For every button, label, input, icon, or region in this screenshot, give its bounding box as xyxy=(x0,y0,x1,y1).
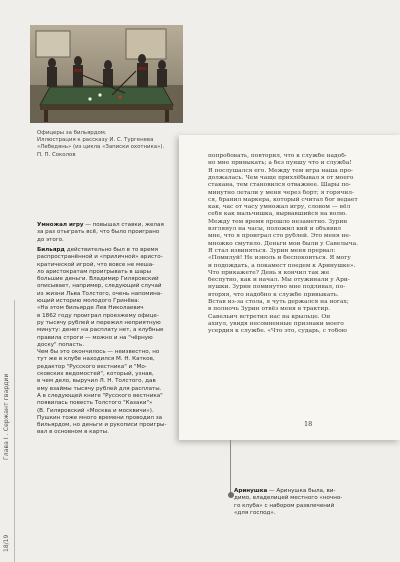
note-text: редактор "Русского вестника" и "Мо- xyxy=(37,363,147,370)
book-line: попробовать, повторил, что к службе надоб- xyxy=(208,153,347,159)
note-text: за раз отыграть всё, что было проиграно xyxy=(37,229,160,236)
pointer-line xyxy=(230,440,231,495)
note-text: «На этом бильярде Лев Николаевич xyxy=(37,305,144,312)
caption-line: П. П. Соколов xyxy=(37,151,76,158)
left-rail xyxy=(0,0,28,562)
note-term: Умножал игру xyxy=(37,222,84,228)
note-text: описывает, например, следующий случай xyxy=(37,283,162,290)
note-text: минуту: денег на расплату нет, а клубные xyxy=(37,327,164,334)
rail-divider xyxy=(14,300,15,562)
book-line: ся, бранил маркера, который считал бог ведает xyxy=(208,196,358,203)
chapter-label-text: Глава I . Сержант гвардии xyxy=(3,373,10,460)
margin-note-arinushka xyxy=(234,488,394,517)
pointer-dot xyxy=(228,492,234,498)
illustration-caption xyxy=(37,130,187,159)
note-text: сковских ведомостей", который, узнав, xyxy=(37,371,154,378)
note-text: го клуба» с набором развлечений xyxy=(234,502,335,509)
note-text: в 1862 году проиграл проезжему офице- xyxy=(37,312,159,319)
note-text: А в следующей книге "Русского вестника" xyxy=(37,392,163,399)
book-line: себя как мальчишка, вырвавшийся на волю. xyxy=(208,211,347,218)
note-text: из жизни Льва Толстого, очень напомина- xyxy=(37,290,163,297)
note-text: «для господ». xyxy=(234,509,276,516)
note-term: Бильярд xyxy=(37,247,65,253)
note-text: действительно был в то время xyxy=(64,247,158,253)
note-text: большие деньги. Владимир Гиляровский xyxy=(37,276,159,283)
note-text: тут же в клубе находился М. Н. Катков, xyxy=(37,356,155,363)
note-text: Пушкин тоже много времени проводил за xyxy=(37,414,163,421)
book-line: в полночь Зурин отвёз меня в трактир. xyxy=(208,306,330,313)
book-line: Я стал извиняться. Зурин меня прервал: xyxy=(208,247,336,254)
caption-line: Иллюстрация к рассказу И. С. Тургенева xyxy=(37,137,154,144)
book-line: вторяя, что надобно к службе привыкать. xyxy=(208,291,339,298)
book-line: мне, что я проиграл сто рублей. Это меня не- xyxy=(208,233,351,240)
note-text: появилась повесть Толстого "Казаки"» xyxy=(37,400,153,407)
book-line: ахнул, увидя несомненные признаки моего xyxy=(208,320,344,327)
billiard-illustration xyxy=(30,25,183,123)
margin-note-billiard xyxy=(37,247,189,437)
book-line: усердия к службе. «Что это, сударь, с тобою xyxy=(208,328,347,335)
note-text: — повышал ставки, желая xyxy=(83,222,164,228)
book-line: но мне привыкать; а без пуншу что и служба! xyxy=(208,160,352,167)
note-text: до этого. xyxy=(37,236,64,243)
margin-note-umnozhal xyxy=(37,222,189,244)
book-line: беспутно, как и начал. Мы отужинали у Ари- xyxy=(208,277,350,284)
note-text: кратической игрой, что вовсе не меша- xyxy=(37,261,155,268)
book-line: Что прикажете? День я кончил так же xyxy=(208,269,330,276)
caption-line: «Лебедянь» (из цикла «Записки охотника»). xyxy=(37,144,165,151)
caption-line: Офицеры за бильярдом. xyxy=(37,130,107,136)
note-text: вал в основном в карты. xyxy=(37,429,109,436)
book-line: взглянул на часы, положил кий и объявил xyxy=(208,226,341,232)
note-text: ющий историю молодого Гринёва: xyxy=(37,298,140,305)
note-text: Чем бы это окончилось — неизвестно, но xyxy=(37,349,160,356)
book-page xyxy=(179,135,400,440)
book-line: нушки. Зурин поминутно мне подливал, по- xyxy=(208,284,346,291)
note-text: бильярдом, но деньги и рукописи проигры- xyxy=(37,422,167,429)
note-text: ло аристократам проигрывать в шары xyxy=(37,268,152,275)
page-numbers xyxy=(3,512,13,552)
book-line: Я послушался его. Между тем игра наша про- xyxy=(208,167,353,174)
note-text: распространённой и «приличной» аристо- xyxy=(37,254,163,261)
note-text: — Аринушка была, ви- xyxy=(267,488,336,494)
note-text: димо, владелицей местного «ночно- xyxy=(234,495,343,502)
book-line: должалась. Чем чаще прихлёбывал я от моего xyxy=(208,174,354,181)
note-text: ему взаймы тысячу рублей для расплаты. xyxy=(37,385,162,392)
book-line: множко смутило. Деньги мои были у Савелыча. xyxy=(208,240,359,247)
note-text: доску" попасть. xyxy=(37,341,84,348)
note-text: (В. Гиляровский «Москва и москвичи»). xyxy=(37,407,154,414)
page-numbers-text: 18/19 xyxy=(3,534,10,552)
book-line: минутно летали у меня через борт; я горячил- xyxy=(208,189,354,196)
note-text: ру тысячу рублей и пережил неприятную xyxy=(37,319,161,326)
book-line: Между тем время прошло незаметно. Зурин xyxy=(208,218,348,225)
book-line: стакана, тем становился отважнее. Шары по- xyxy=(208,182,351,189)
note-text: правила строги — можно и на "чёрную xyxy=(37,334,153,341)
chapter-label xyxy=(3,310,13,460)
note-text: в чем дело, выручил Л. Н. Толстого, дав xyxy=(37,378,156,385)
book-line: «Помилуй! Не изволь и беспокоиться. Я могу xyxy=(208,255,351,262)
book-line: и подождать, а покамест поедем к Аринушке». xyxy=(208,262,356,269)
book-line: Встав из-за стола, я чуть держался на ногах; xyxy=(208,299,349,305)
book-line: как, час от часу умножал игру, словом — вёл xyxy=(208,204,351,211)
book-line: Савельич встретил нас на крыльце. Он xyxy=(208,313,331,320)
book-page-number: 18 xyxy=(304,420,313,428)
note-term: Аринушка xyxy=(234,488,268,494)
